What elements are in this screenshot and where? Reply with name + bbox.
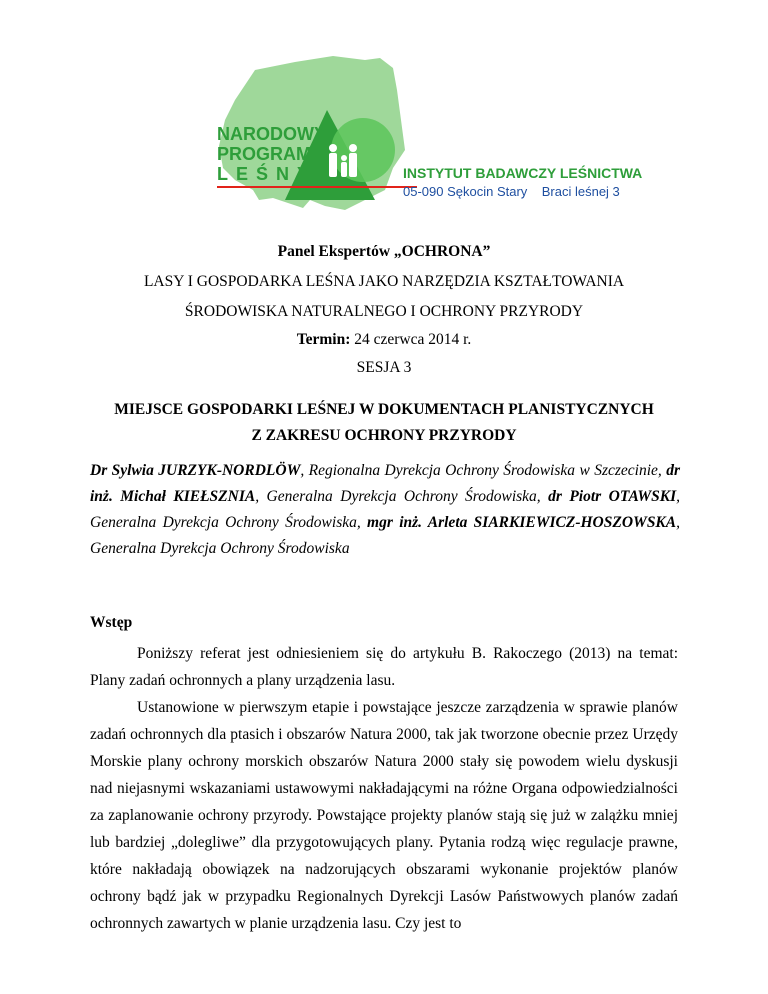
- author-affiliation: , Generalna Dyrekcja Ochrony Środowiska,: [255, 488, 549, 505]
- paragraph: [90, 640, 678, 694]
- sun-circle-shape: [331, 118, 395, 182]
- date-line: [0, 330, 768, 350]
- author-name: Dr Sylwia JURZYK-NORDLÖW: [90, 462, 301, 479]
- author-affiliation: , Regionalna Dyrekcja Ochrony Środowiska w Szczecinie,: [300, 462, 667, 479]
- topic-line1: LASY I GOSPODARKA LEŚNA JAKO NARZĘDZIA KSZTAŁTOWANIA: [143, 273, 625, 290]
- paragraph-text: Ustanowione w pierwszym etapie i powstające jeszcze zarządzenia w sprawie planów zadań ochronnych dla ptasich i obszarów Natura 2000, tak jak tworzone obecnie przez Urzędy Morskie plany ochrony morskich obszarów Natura 2000 stały się powodem wielu dyskusji nad niejasnymi wskazaniami ustawowymi nakładającymi na różne Organa odpowiedzialności za zaplanowanie ochrony przyrody. Powstające projekty planów stają się już w zalążku mniej lub bardziej „dolegliwe” dla przygotowujących plany. Pytania rodzą więc regulacje prawne, które nakładają obowiązek na nadzorujących obszarami wykonanie projektów planów ochrony bądź jak w przypadku Regionalnych Dyrekcji Lasów Państwowych planów zadań ochronnych zawartych w planie urządzenia lasu. Czy jest to: [90, 699, 678, 932]
- date-label: Termin:: [296, 331, 351, 348]
- paragraph: [90, 694, 678, 937]
- logo-program-line3: LEŚNY: [217, 164, 318, 184]
- authors-block: [90, 458, 680, 562]
- logo-institute-address: 05-090 Sękocin Stary Braci leśnej 3: [403, 184, 620, 199]
- author-affiliation: , Generalna Dyrekcja Ochrony Środowiska: [90, 514, 680, 557]
- paragraph-text: Poniższy referat jest odniesieniem się do artykułu B. Rakoczego (2013) na temat: Plany zadań ochronnych a plany urządzenia lasu.: [90, 645, 678, 689]
- logo-program-line1: NARODOWY: [217, 124, 326, 144]
- panel-title: Panel Ekspertów „OCHRONA”: [277, 243, 491, 260]
- paper-title-line1: MIEJSCE GOSPODARKI LEŚNEJ W DOKUMENTACH PLANISTYCZNYCH: [114, 401, 654, 418]
- author-name: dr inż. Michał KIEŁSZNIA: [90, 462, 680, 505]
- logo-red-line: [217, 186, 417, 188]
- section-heading: Wstęp: [90, 614, 133, 631]
- logo-program-line2: PROGRAM: [217, 144, 311, 164]
- author-name: mgr inż. Arleta SIARKIEWICZ-HOSZOWSKA: [367, 514, 677, 531]
- logo-institute-name: INSTYTUT BADAWCZY LEŚNICTWA: [403, 165, 643, 181]
- author-affiliation: , Generalna Dyrekcja Ochrony Środowiska,: [90, 488, 681, 531]
- date-value: 24 czerwca 2014 r.: [350, 331, 472, 348]
- author-name: dr Piotr OTAWSKI: [548, 488, 677, 505]
- topic-line2: ŚRODOWISKA NATURALNEGO I OCHRONY PRZYRODY: [184, 303, 584, 320]
- session-label: SESJA 3: [356, 359, 412, 376]
- paper-title-line2: Z ZAKRESU OCHRONY PRZYRODY: [251, 427, 517, 444]
- logo: [215, 50, 643, 212]
